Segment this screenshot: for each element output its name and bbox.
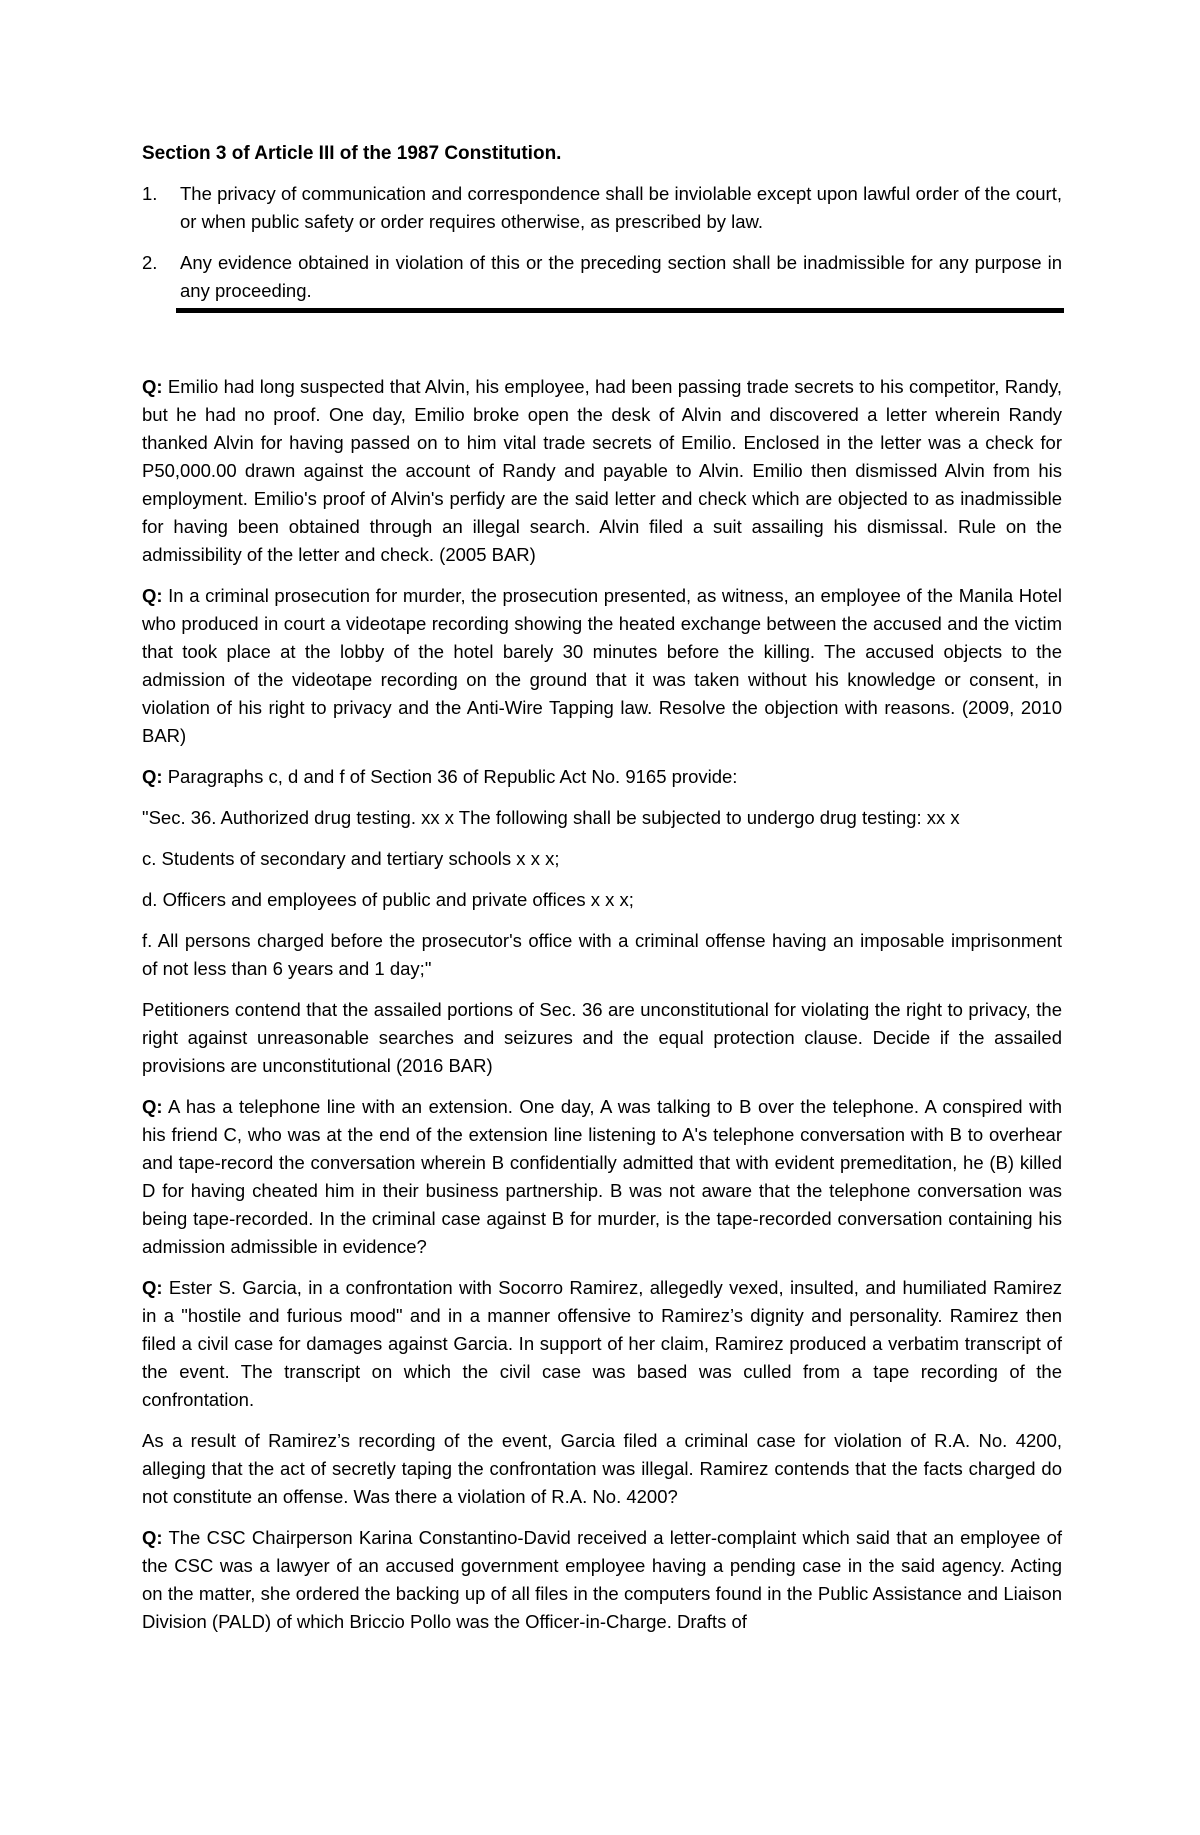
item-text: The privacy of communication and correspondence shall be inviolable except upon lawful order of the court, or when public safety or order requires otherwise, as prescribed by law. (180, 183, 1062, 232)
q-label: Q: (142, 1277, 163, 1298)
quote-paragraph (142, 886, 1062, 914)
questions-block (142, 373, 1062, 1636)
question-paragraph (142, 1274, 1062, 1414)
section-heading: Section 3 of Article III of the 1987 Constitution. (142, 143, 562, 164)
question-paragraph (142, 1093, 1062, 1261)
quote-paragraph (142, 845, 1062, 873)
provision-list (142, 180, 1062, 305)
quote-paragraph (142, 804, 1062, 832)
paragraph-text: Emilio had long suspected that Alvin, his employee, had been passing trade secrets to his competitor, Randy, but he had no proof. One day, Emilio broke open the desk of Alvin and discovered a letter wherein Randy thanked Alvin for having passed on to him vital trade secrets of Emilio. Enclosed in the letter was a check for P50,000.00 drawn against the account of Randy and payable to Alvin. Emilio then dismissed Alvin from his employment. Emilio's proof of Alvin's perfidy are the said letter and check which are objected to as inadmissible for having been obtained through an illegal search. Alvin filed a suit assailing his dismissal. Rule on the admissibility of the letter and check. (2005 BAR) (142, 376, 1062, 565)
q-label: Q: (142, 1096, 163, 1117)
paragraph-text: Petitioners contend that the assailed portions of Sec. 36 are unconstitutional for violating the right to privacy, the right against unreasonable searches and seizures and the equal protection clause. Decide if the assailed provisions are unconstitutional (2016 BAR) (142, 999, 1062, 1076)
paragraph-text: The CSC Chairperson Karina Constantino-David received a letter-complaint which said that an employee of the CSC was a lawyer of an accused government employee having a pending case in the said agency. Acting on the matter, she ordered the backing up of all files in the computers found in the Public Assistance and Liaison Division (PALD) of which Briccio Pollo was the Officer-in-Charge. Drafts of (142, 1527, 1062, 1632)
q-label: Q: (142, 1527, 163, 1548)
paragraph-text: A has a telephone line with an extension. One day, A was talking to B over the telephone. A conspired with his friend C, who was at the end of the extension line listening to A's telephone conversation with B to overhear and tape-record the conversation wherein B confidentially admitted that with evident premeditation, he (B) killed D for having cheated him in their business partnership. B was not aware that the telephone conversation was being tape-recorded. In the criminal case against B for murder, is the tape-recorded conversation containing his admission admissible in evidence? (142, 1096, 1062, 1257)
quote-paragraph (142, 927, 1062, 983)
paragraph-text: Paragraphs c, d and f of Section 36 of Republic Act No. 9165 provide: (162, 766, 738, 787)
paragraph-text: As a result of Ramirez’s recording of the event, Garcia filed a criminal case for violation of R.A. No. 4200, alleging that the act of secretly taping the confrontation was illegal. Ramirez contends that the facts charged do not constitute an offense. Was there a violation of R.A. No. 4200? (142, 1430, 1062, 1507)
q-label: Q: (142, 766, 163, 787)
question-paragraph (142, 1524, 1062, 1636)
q-label: Q: (142, 376, 163, 397)
horizontal-rule (176, 308, 1064, 313)
body-paragraph (142, 996, 1062, 1080)
q-label: Q: (142, 585, 163, 606)
paragraph-text: Ester S. Garcia, in a confrontation with Socorro Ramirez, allegedly vexed, insulted, and humiliated Ramirez in a "hostile and furious mood" and in a manner offensive to Ramirez’s dignity and personality. Ramirez then filed a civil case for damages against Garcia. In support of her claim, Ramirez produced a verbatim transcript of the event. The transcript on which the civil case was based was culled from a tape recording of the confrontation. (142, 1277, 1062, 1410)
item-text: Any evidence obtained in violation of this or the preceding section shall be inadmissible for any purpose in any proceeding. (180, 252, 1062, 301)
provision-item (142, 249, 1062, 305)
body-paragraph (142, 1427, 1062, 1511)
paragraph-text: f. All persons charged before the prosecutor's office with a criminal offense having an imposable imprisonment of not less than 6 years and 1 day;" (142, 930, 1062, 979)
paragraph-text: "Sec. 36. Authorized drug testing. xx x The following shall be subjected to undergo drug testing: xx x (142, 807, 960, 828)
paragraph-text: In a criminal prosecution for murder, the prosecution presented, as witness, an employee of the Manila Hotel who produced in court a videotape recording showing the heated exchange between the accused and the victim that took place at the lobby of the hotel barely 30 minutes before the killing. The accused objects to the admission of the videotape recording on the ground that it was taken without his knowledge or consent, in violation of his right to privacy and the Anti-Wire Tapping law. Resolve the objection with reasons. (2009, 2010 BAR) (142, 585, 1062, 746)
question-paragraph (142, 763, 1062, 791)
item-number: 2. (142, 252, 158, 273)
paragraph-text: d. Officers and employees of public and private offices x x x; (142, 889, 634, 910)
document-content (142, 142, 1062, 1649)
question-paragraph (142, 373, 1062, 569)
question-paragraph (142, 582, 1062, 750)
item-number: 1. (142, 183, 158, 204)
provision-item (142, 180, 1062, 236)
paragraph-text: c. Students of secondary and tertiary schools x x x; (142, 848, 560, 869)
